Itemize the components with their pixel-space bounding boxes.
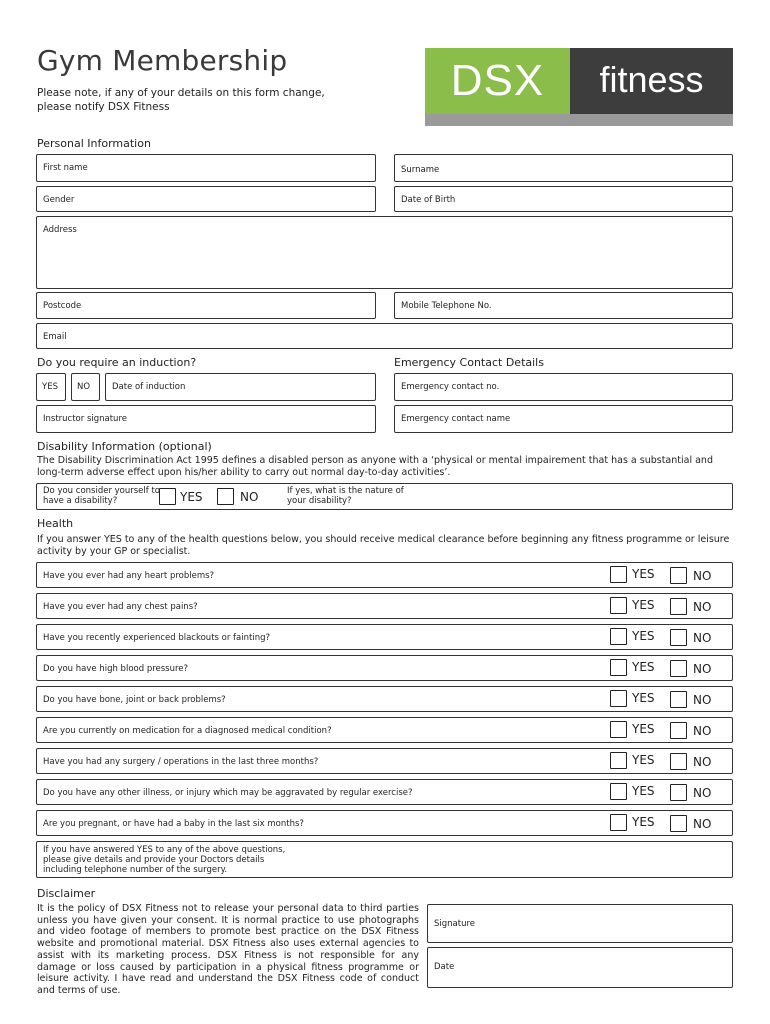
health-question-row [36,686,733,712]
health-question-text: Have you ever had any heart problems? [43,571,215,581]
emergency-number-label: Emergency contact no. [401,382,500,392]
health-yes-label: YES [632,567,655,581]
health-question-row [36,593,733,619]
disability-no-label: NO [240,490,259,504]
health-question-row [36,748,733,774]
dsx-fitness-logo [425,48,733,126]
health-yes-label: YES [632,722,655,736]
health-no-label: NO [693,600,712,614]
mobile-field[interactable] [394,292,733,319]
page-title: Gym Membership [37,44,288,77]
emergency-number-field[interactable] [394,373,733,401]
health-no-checkbox[interactable] [670,815,687,832]
induction-date-field[interactable] [105,373,376,401]
health-question-text: Have you had any surgery / operations in the last three months? [43,757,319,767]
signature-label: Signature [434,919,476,929]
dob-field[interactable] [394,186,733,212]
induction-yes-box[interactable] [36,373,66,401]
health-yes-checkbox[interactable] [610,597,627,614]
health-no-label: NO [693,631,712,645]
emergency-name-field[interactable] [394,405,733,433]
health-question-row [36,624,733,650]
health-question-text: Have you ever had any chest pains? [43,602,198,612]
health-question-row [36,717,733,743]
health-question-text: Are you pregnant, or have had a baby in the last six months? [43,819,304,829]
dob-label: Date of Birth [401,195,456,205]
health-question-row [36,562,733,588]
surname-label: Surname [401,165,440,175]
health-question-row [36,779,733,805]
health-question-row [36,655,733,681]
first-name-field[interactable] [36,154,376,182]
health-question-text: Do you have high blood pressure? [43,664,189,674]
signature-field[interactable] [427,904,733,943]
health-heading: Health [37,517,74,530]
health-no-checkbox[interactable] [670,660,687,677]
health-yes-label: YES [632,753,655,767]
health-question-text: Do you have any other illness, or injury which may be aggravated by regular exercise? [43,788,413,798]
postcode-label: Postcode [43,301,82,311]
disability-nature-label: If yes, what is the nature of your disability? [287,486,404,506]
health-yes-label: YES [632,629,655,643]
disability-no-checkbox[interactable] [217,488,234,505]
health-no-checkbox[interactable] [670,629,687,646]
health-no-label: NO [693,569,712,583]
disability-yes-label: YES [180,490,203,504]
induction-no-label: NO [77,382,91,392]
health-no-label: NO [693,755,712,769]
emergency-heading: Emergency Contact Details [394,356,544,369]
health-no-label: NO [693,817,712,831]
health-question-row [36,810,733,836]
address-field[interactable] [36,216,733,289]
postcode-field[interactable] [36,292,376,319]
disability-heading: Disability Information (optional) [37,440,212,453]
gender-field[interactable] [36,186,376,212]
health-no-label: NO [693,786,712,800]
email-label: Email [43,332,67,342]
instructor-signature-label: Instructor signature [43,414,127,424]
health-yes-checkbox[interactable] [610,690,627,707]
disability-yes-checkbox[interactable] [159,488,176,505]
gender-label: Gender [43,195,75,205]
health-details-label: If you have answered YES to any of the above questions, please give details and provide your Doctors details including telephone number of the surgery. [43,845,286,875]
health-no-checkbox[interactable] [670,784,687,801]
health-yes-checkbox[interactable] [610,721,627,738]
first-name-label: First name [43,163,88,173]
induction-date-label: Date of induction [112,382,186,392]
address-label: Address [43,225,77,235]
health-yes-checkbox[interactable] [610,814,627,831]
health-yes-label: YES [632,784,655,798]
health-no-checkbox[interactable] [670,753,687,770]
health-yes-label: YES [632,815,655,829]
health-question-text: Have you recently experienced blackouts or fainting? [43,633,270,643]
health-no-label: NO [693,724,712,738]
emergency-name-label: Emergency contact name [401,414,511,424]
health-question-text: Do you have bone, joint or back problems? [43,695,226,705]
health-yes-label: YES [632,691,655,705]
health-question-text: Are you currently on medication for a diagnosed medical condition? [43,726,332,736]
email-field[interactable] [36,323,733,349]
health-no-checkbox[interactable] [670,722,687,739]
health-no-checkbox[interactable] [670,567,687,584]
health-yes-label: YES [632,660,655,674]
health-no-label: NO [693,693,712,707]
personal-info-heading: Personal Information [37,137,151,150]
health-no-label: NO [693,662,712,676]
disability-row [36,483,733,510]
date-label: Date [434,962,455,972]
health-yes-checkbox[interactable] [610,752,627,769]
disability-text: The Disability Discrimination Act 1995 defines a disabled person as anyone with a ‘physical or mental impairement that has a substantial and long-term adverse effect upon his/her ability to carry out normal day-to-day activities’. [37,455,713,478]
mobile-label: Mobile Telephone No. [401,301,492,311]
change-note: Please note, if any of your details on this form change, please notify DSX Fitness [37,87,325,113]
logo-fitness-text: fitness [570,48,733,114]
health-no-checkbox[interactable] [670,691,687,708]
induction-no-box[interactable] [71,373,100,401]
health-yes-checkbox[interactable] [610,783,627,800]
date-field[interactable] [427,947,733,988]
surname-field[interactable] [394,154,733,182]
health-yes-label: YES [632,598,655,612]
disclaimer-heading: Disclaimer [37,887,96,900]
induction-heading: Do you require an induction? [37,356,197,369]
disability-question: Do you consider yourself to have a disability? [43,486,160,506]
health-yes-checkbox[interactable] [610,628,627,645]
disclaimer-text: It is the policy of DSX Fitness not to release your personal data to third parties unless you have given your consent. It is normal practice to use photographs and video footage of members to promote best practice on the DSX Fitness website and promotional material. DSX Fitness also uses external agencies to assist with its marketing process. DSX Fitness is not responsible for any damage or loss caused by participation in a physical fitness programme or leisure activity. I have read and understand the DSX Fitness code of conduct and terms of use. [37,903,419,996]
health-no-checkbox[interactable] [670,598,687,615]
health-details-field[interactable] [36,841,733,878]
health-yes-checkbox[interactable] [610,659,627,676]
induction-yes-label: YES [42,382,58,392]
logo-dsx-text: DSX [425,48,570,114]
health-intro: If you answer YES to any of the health questions below, you should receive medical clearance before beginning any fitness programme or leisure activity by your GP or specialist. [37,534,730,557]
instructor-signature-field[interactable] [36,405,376,433]
health-yes-checkbox[interactable] [610,566,627,583]
